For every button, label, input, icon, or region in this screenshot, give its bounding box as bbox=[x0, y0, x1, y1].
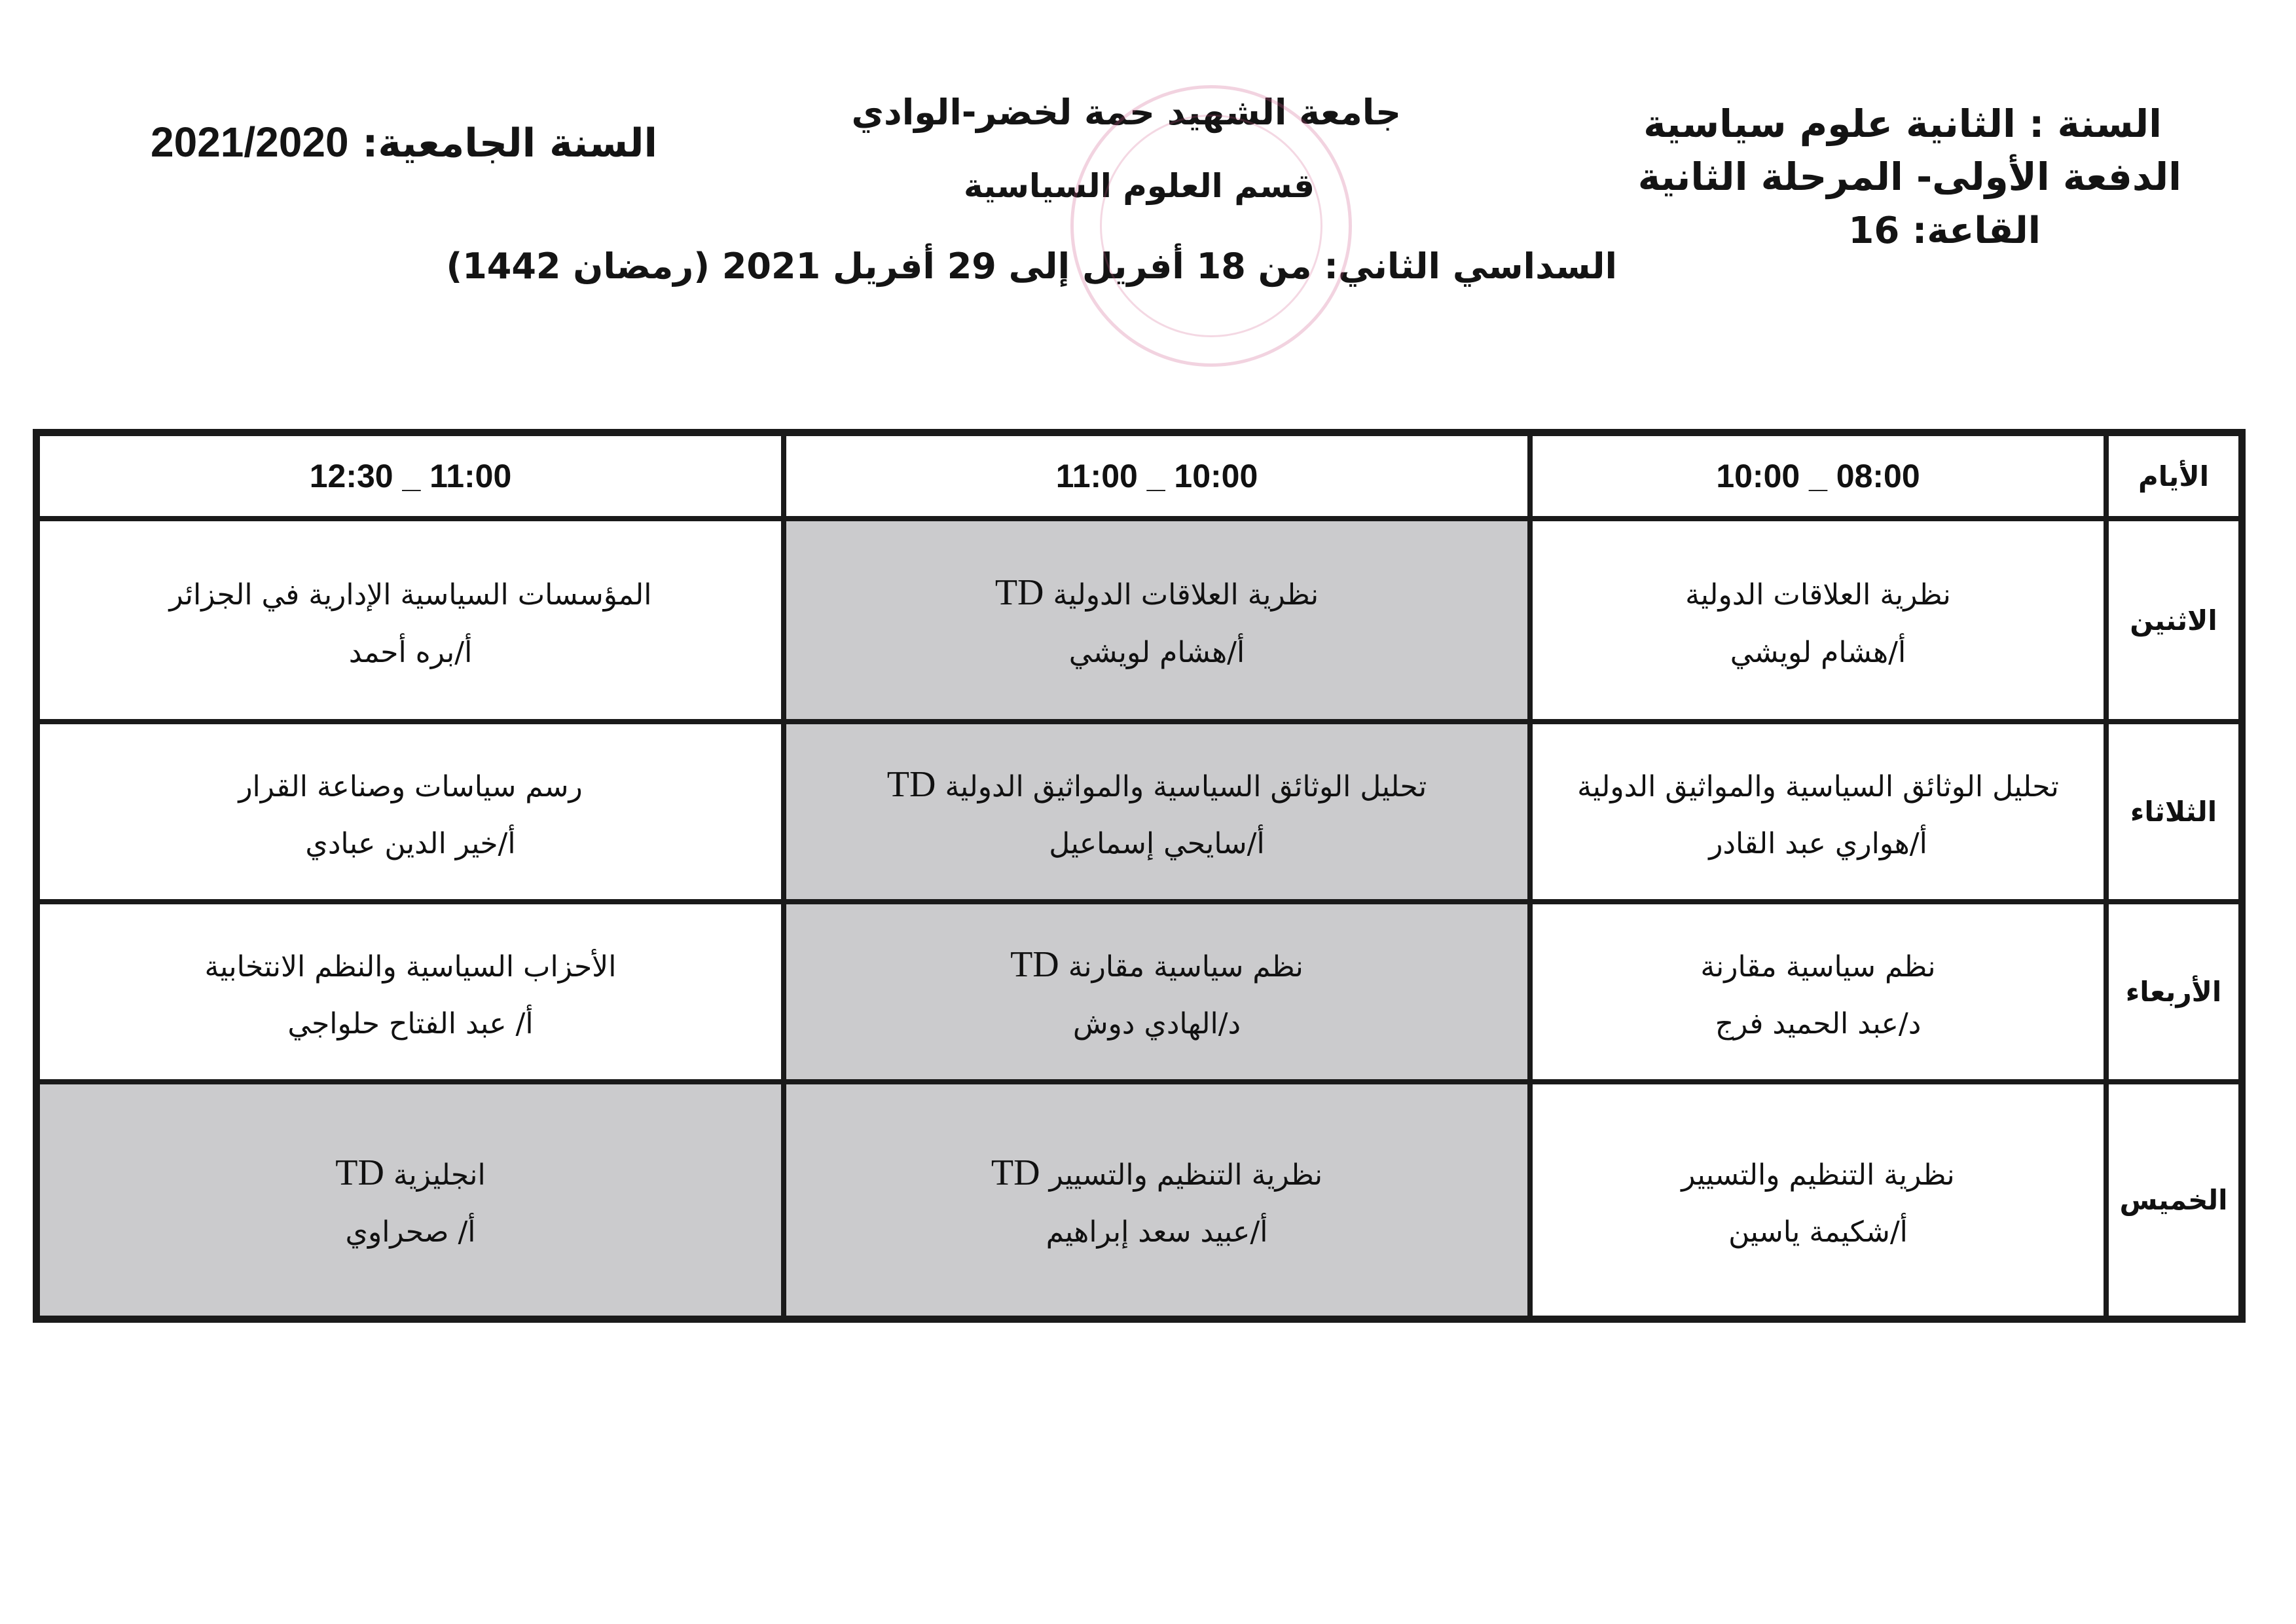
room-label: القاعة: 16 bbox=[1848, 210, 2041, 252]
year-label: السنة : الثانية علوم سياسية bbox=[1643, 101, 2162, 146]
academic-year-label: السنة الجامعية: bbox=[362, 120, 658, 166]
subject-name: نظرية العلاقات الدولية TD bbox=[994, 572, 1319, 613]
schedule-cell bbox=[1530, 902, 2106, 1082]
day-label: الخميس bbox=[2106, 1082, 2241, 1318]
time-slot-3-header: 12:30 _ 11:00 bbox=[37, 434, 784, 519]
timetable bbox=[33, 429, 2246, 1323]
schedule-cell bbox=[37, 519, 784, 722]
semester-period: السداسي الثاني: من 18 أفريل إلى 29 أفريل 2021 (رمضان 1442) bbox=[446, 246, 1617, 287]
subject-name: انجليزية TD bbox=[335, 1152, 486, 1193]
professor-name: أ/ صحراوي bbox=[345, 1215, 476, 1249]
subject-name: نظرية التنظيم والتسيير TD bbox=[991, 1152, 1323, 1193]
subject-name: نظم سياسية مقارنة TD bbox=[1010, 944, 1303, 985]
batch-label: الدفعة الأولى- المرحلة الثانية bbox=[1637, 155, 2181, 199]
schedule-cell-td bbox=[784, 722, 1530, 902]
schedule-cell bbox=[1530, 519, 2106, 722]
academic-year bbox=[151, 118, 657, 166]
professor-name: د/الهادي دوش bbox=[1072, 1007, 1241, 1041]
professor-name: أ/هواري عبد القادر bbox=[1709, 827, 1927, 861]
professor-name: أ/هشام لويشي bbox=[1730, 635, 1906, 669]
professor-name: أ/هشام لويشي bbox=[1068, 635, 1245, 669]
schedule-cell-td bbox=[37, 1082, 784, 1318]
professor-name: أ/ عبد الفتاح حلواجي bbox=[287, 1007, 534, 1041]
days-header: الأيام bbox=[2106, 434, 2241, 519]
university-name: جامعة الشهيد حمة لخضر-الوادي bbox=[851, 92, 1401, 133]
professor-name: أ/عبيد سعد إبراهيم bbox=[1046, 1215, 1268, 1249]
time-slot-2-header: 11:00 _ 10:00 bbox=[784, 434, 1530, 519]
subject-name: المؤسسات السياسية الإدارية في الجزائر bbox=[169, 578, 652, 612]
subject-name: رسم سياسات وصناعة القرار bbox=[238, 769, 583, 803]
subject-name: تحليل الوثائق السياسية والمواثيق الدولية bbox=[1577, 769, 2059, 803]
professor-name: أ/شكيمة ياسين bbox=[1728, 1215, 1908, 1249]
subject-name: نظرية التنظيم والتسيير bbox=[1681, 1158, 1955, 1192]
subject-name: نظم سياسية مقارنة bbox=[1700, 950, 1936, 984]
department-name: قسم العلوم السياسية bbox=[963, 167, 1315, 205]
day-label: الأربعاء bbox=[2106, 902, 2241, 1082]
schedule-cell bbox=[37, 902, 784, 1082]
subject-name: نظرية العلاقات الدولية bbox=[1685, 578, 1951, 612]
professor-name: أ/سايحي إسماعيل bbox=[1049, 827, 1265, 861]
academic-year-value: 2021/2020 bbox=[151, 119, 349, 166]
schedule-cell bbox=[1530, 1082, 2106, 1318]
professor-name: أ/خير الدين عبادي bbox=[305, 827, 516, 861]
professor-name: أ/بره أحمد bbox=[348, 635, 473, 669]
official-stamp-icon bbox=[1070, 85, 1352, 367]
subject-name: تحليل الوثائق السياسية والمواثيق الدولية TD bbox=[886, 764, 1427, 805]
subject-name: الأحزاب السياسية والنظم الانتخابية bbox=[204, 950, 617, 984]
schedule-cell-td bbox=[784, 902, 1530, 1082]
day-label: الثلاثاء bbox=[2106, 722, 2241, 902]
professor-name: د/عبد الحميد فرج bbox=[1715, 1007, 1922, 1041]
schedule-cell-td bbox=[784, 1082, 1530, 1318]
schedule-cell bbox=[37, 722, 784, 902]
schedule-cell bbox=[1530, 722, 2106, 902]
schedule-cell-td bbox=[784, 519, 1530, 722]
time-slot-1-header: 10:00 _ 08:00 bbox=[1530, 434, 2106, 519]
day-label: الاثنين bbox=[2106, 519, 2241, 722]
